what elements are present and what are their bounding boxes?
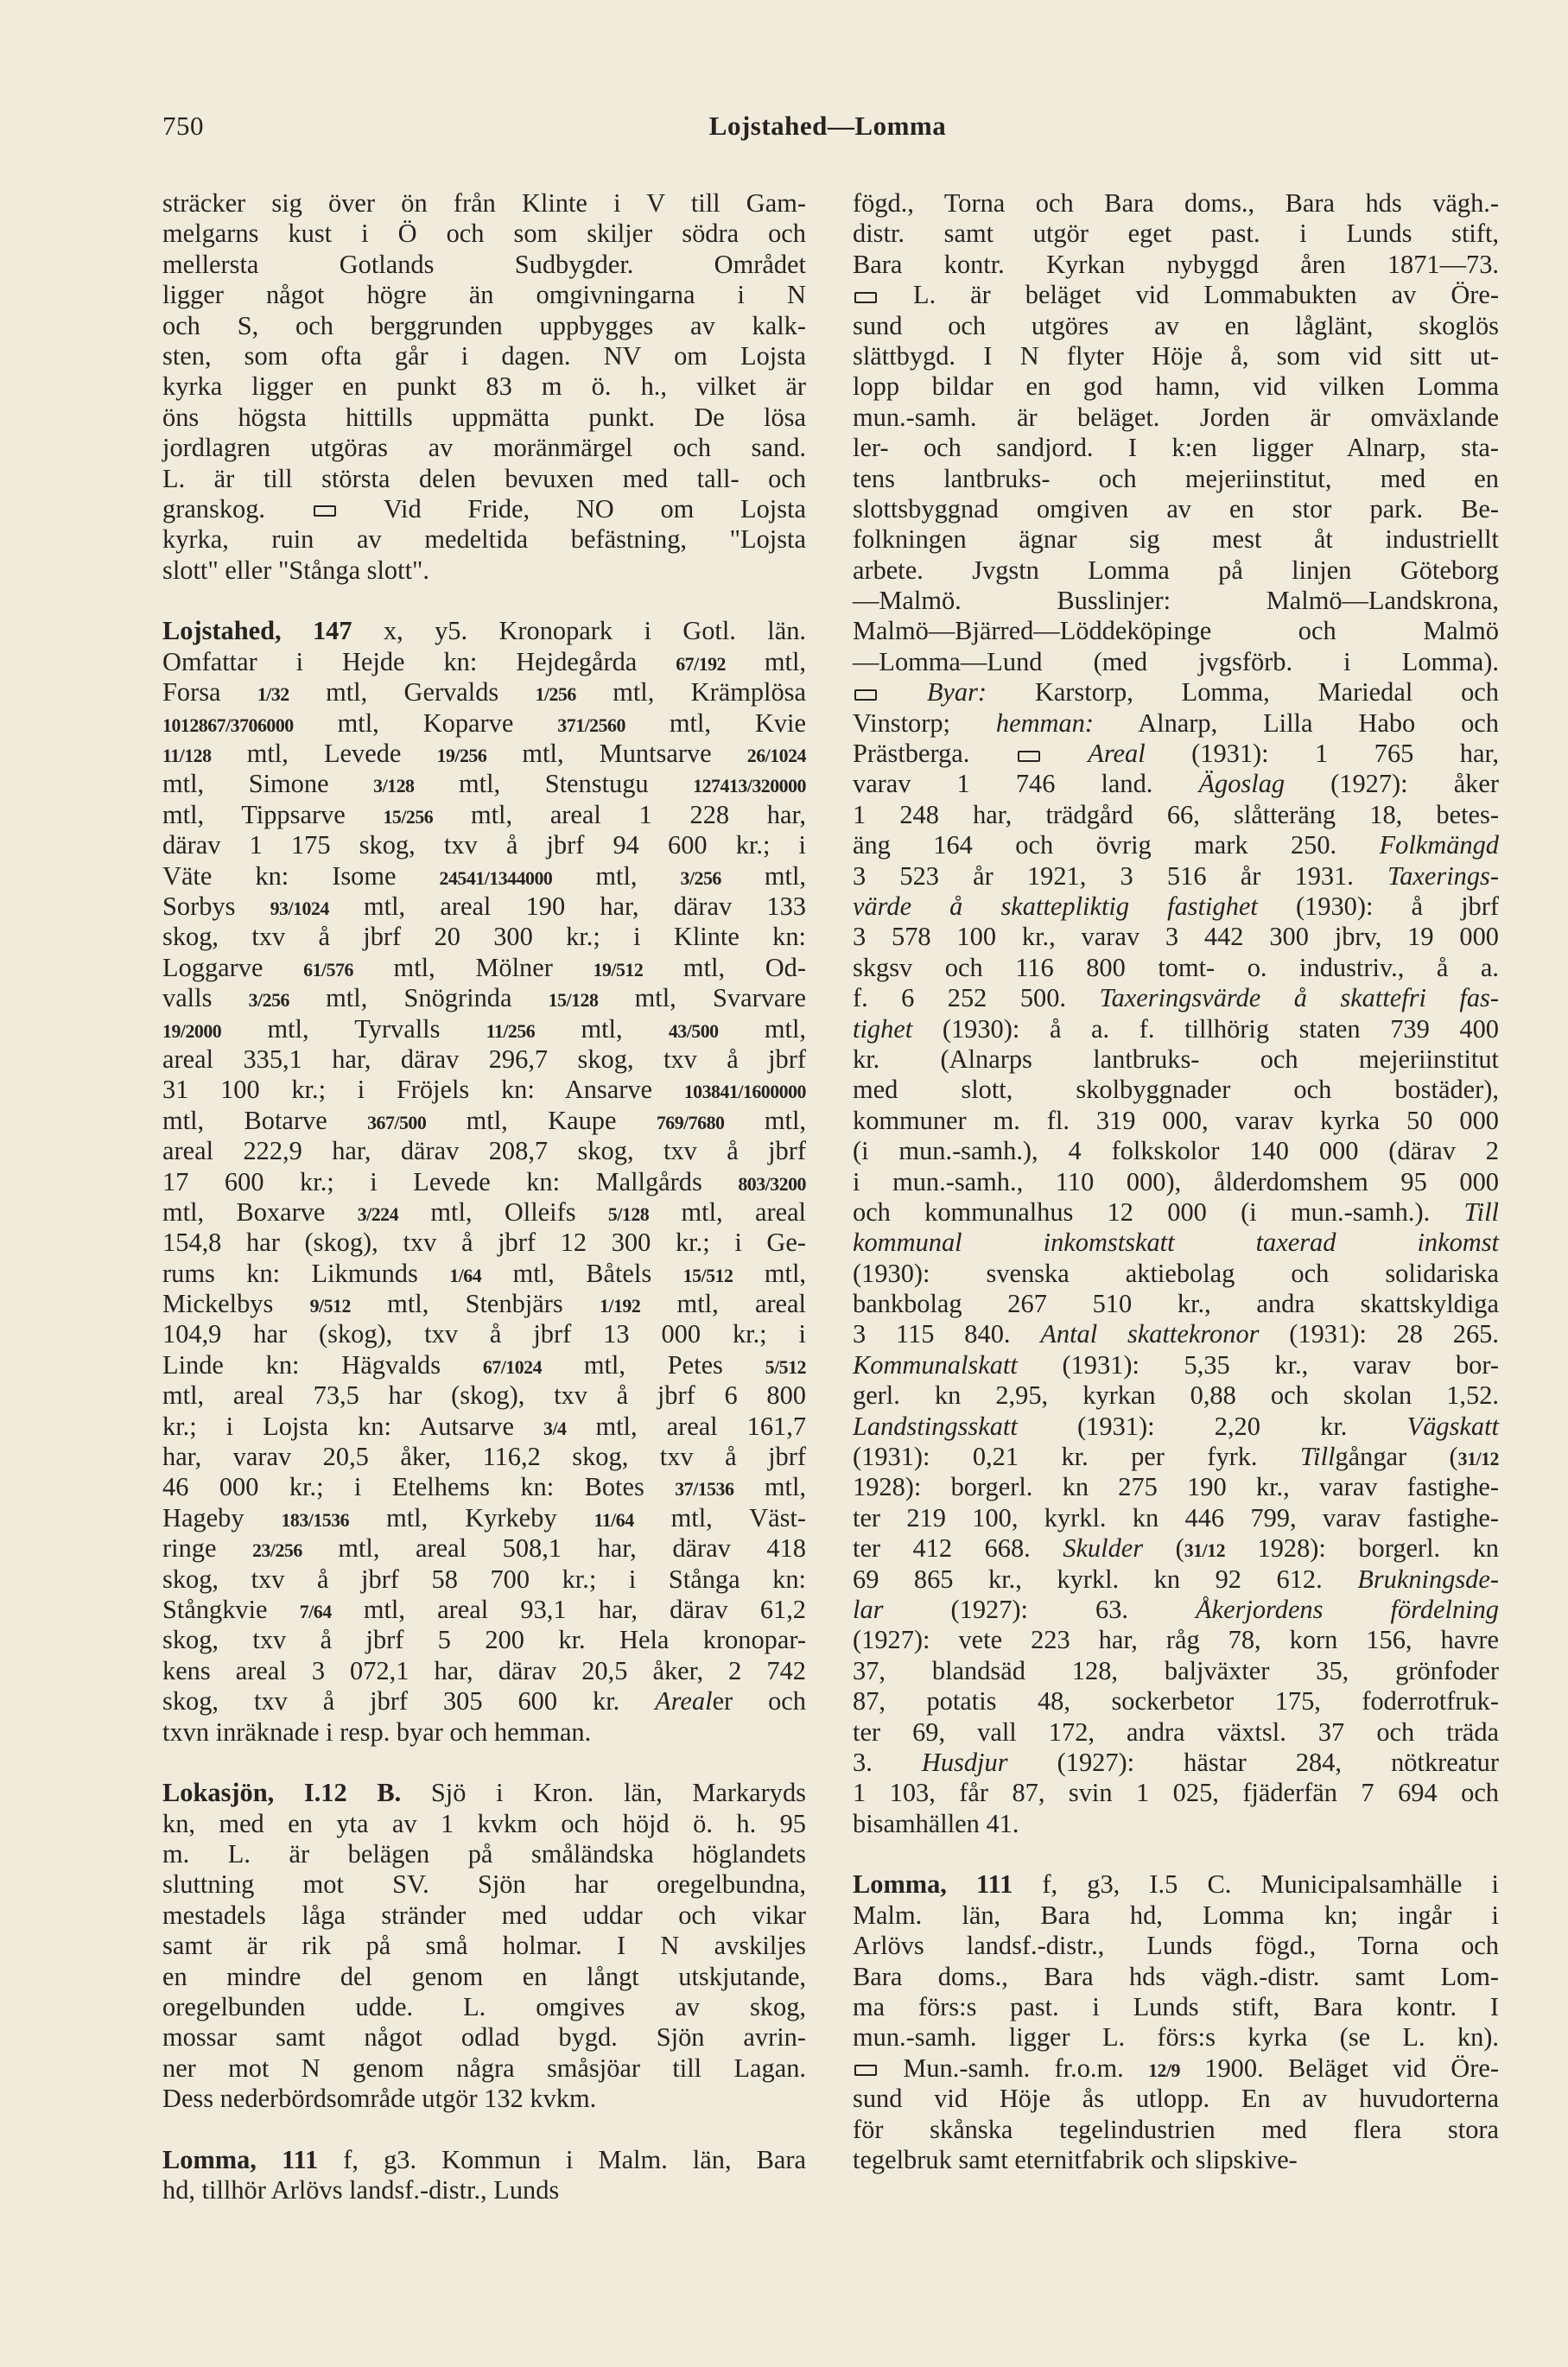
text-line: (1927): vete 223 har, råg 78, korn 156, havre [853, 1625, 1499, 1655]
text-line: Mun.-samh. fr.o.m. 12/9 1900. Beläget vid Öre- [853, 2053, 1499, 2084]
text-line: L. är beläget vid Lommabukten av Öre- [853, 280, 1499, 310]
text-line: 3 115 840. Antal skattekronor (1931): 28 265. [853, 1319, 1499, 1349]
text-line: 3. Husdjur (1927): hästar 284, nötkreatur [853, 1747, 1499, 1777]
text-line: slättbygd. I N flyter Höje å, som vid sitt ut- [853, 340, 1499, 371]
text-line: Kommunalskatt (1931): 5,35 kr., varav bor- [853, 1349, 1499, 1380]
text-line: Malm. län, Bara hd, Lomma kn; ingår i [853, 1900, 1499, 1930]
text-line: Dess nederbördsområde utgör 132 kvkm. [162, 2084, 597, 2114]
text-line: distr. samt utgör eget past. i Lunds stift, [853, 219, 1499, 249]
text-line: ter 219 100, kyrkl. kn 446 799, varav fastighe- [853, 1502, 1499, 1533]
text-line: (1931): 0,21 kr. per fyrk. Tillgångar (31/12 [853, 1442, 1499, 1472]
paragraph-gap [162, 2115, 806, 2145]
text-line: 19/2000 mtl, Tyrvalls 11/256 mtl, 43/500 mtl, [162, 1013, 806, 1044]
text-line: sluttning mot SV. Sjön har oregelbundna, [162, 1869, 806, 1900]
text-line: 11/128 mtl, Levede 19/256 mtl, Muntsarve 26/1024 [162, 739, 806, 769]
text-line: —Lomma—Lund (med jvgsförb. i Lomma). [853, 646, 1499, 676]
text-line: ner mot N genom några småsjöar till Lagan. [162, 2053, 806, 2083]
text-line: ma förs:s past. i Lunds stift, Bara kontr. I [853, 1992, 1499, 2022]
text-line: 17 600 kr.; i Levede kn: Mallgårds 803/3200 [162, 1166, 806, 1196]
text-line: och S, och berggrunden uppbygges av kalk- [162, 310, 806, 340]
text-line: jordlagren utgöras av moränmärgel och sand. [162, 433, 806, 463]
text-line: kyrka ligger en punkt 83 m ö. h., vilket är [162, 371, 806, 402]
text-line: 1928): borgerl. kn 275 190 kr., varav fastighe- [853, 1472, 1499, 1502]
text-line: gerl. kn 2,95, kyrkan 0,88 och skolan 1,52. [853, 1380, 1499, 1411]
text-line: Malmö—Bjärred—Löddeköpinge och Malmö [853, 616, 1499, 646]
text-line: lar (1927): 63. Åkerjordens fördelning [853, 1594, 1499, 1624]
text-line: arbete. Jvgstn Lomma på linjen Göteborg [853, 555, 1499, 585]
text-line: m. L. är belägen på småländska höglandets [162, 1839, 806, 1869]
text-line: ler- och sandjord. I k:en ligger Alnarp, sta- [853, 433, 1499, 463]
text-line: med slott, skolbyggnader och bostäder), [853, 1075, 1499, 1105]
text-line: Sorbys 93/1024 mtl, areal 190 har, därav 133 [162, 891, 806, 921]
text-line: en mindre del genom en långt utskjutande, [162, 1961, 806, 1991]
text-line: slottsbyggnad omgiven av en stor park. Be- [853, 493, 1499, 524]
text-line: för skånska tegelindustrien med flera stora [853, 2114, 1499, 2144]
text-line: 1 103, får 87, svin 1 025, fjäderfän 7 694 och [853, 1778, 1499, 1808]
text-line: folkningen ägnar sig mest åt industriellt [853, 524, 1499, 555]
text-line: Bara kontr. Kyrkan nybyggd åren 1871—73. [853, 249, 1499, 279]
left-column [162, 188, 806, 2206]
text-line: 3 523 år 1921, 3 516 år 1931. Taxerings- [853, 860, 1499, 891]
text-line: Byar: Karstorp, Lomma, Mariedal och [853, 677, 1499, 708]
text-line: kr.; i Lojsta kn: Autsarve 3/4 mtl, areal 161,7 [162, 1411, 807, 1441]
text-line: skgsv och 116 800 tomt- o. industriv., å a. [853, 952, 1499, 982]
text-line: mtl, Boxarve 3/224 mtl, Olleifs 5/128 mtl, areal [162, 1196, 806, 1227]
text-line: Lojstahed, 147 x, y5. Kronopark i Gotl. län. [162, 616, 806, 646]
text-line: mun.-samh. ligger L. förs:s kyrka (se L. kn). [853, 2022, 1499, 2053]
text-line: rums kn: Likmunds 1/64 mtl, Båtels 15/512 mtl, [162, 1258, 806, 1288]
text-line: mtl, areal 73,5 har (skog), txv å jbrf 6 800 [162, 1380, 806, 1411]
page-number: 750 [162, 111, 204, 141]
text-line: äng 164 och övrig mark 250. Folkmängd [853, 830, 1499, 860]
text-line: bisamhällen 41. [853, 1808, 1019, 1838]
text-line: 1 248 har, trädgård 66, slåtteräng 18, betes- [853, 799, 1499, 829]
text-line: Lomma, 111 f, g3, I.5 C. Municipalsamhälle i [853, 1869, 1499, 1900]
text-line: öns högsta hittills uppmätta punkt. De lösa [162, 402, 806, 432]
text-line: mtl, Simone 3/128 mtl, Stenstugu 127413/320000 [162, 769, 806, 799]
text-line: Hageby 183/1536 mtl, Kyrkeby 11/64 mtl, Väst- [162, 1502, 806, 1533]
paragraph-gap [162, 586, 806, 616]
text-line: skog, txv å jbrf 20 300 kr.; i Klinte kn: [162, 922, 806, 952]
text-line: Bara doms., Bara hds vägh.-distr. samt Lom- [853, 1961, 1499, 1991]
text-line: ter 69, vall 172, andra växtsl. 37 och träda [853, 1717, 1499, 1747]
paragraph-gap [853, 1839, 1499, 1869]
right-column [853, 188, 1499, 2175]
text-line: fögd., Torna och Bara doms., Bara hds vägh.- [853, 188, 1499, 218]
text-line: mun.-samh. är beläget. Jorden är omväxlande [853, 402, 1499, 432]
text-line: 69 865 kr., kyrkl. kn 92 612. Brukningsde- [853, 1564, 1499, 1594]
text-line: 154,8 har (skog), txv å jbrf 12 300 kr.; i Ge- [162, 1228, 806, 1258]
text-line: 1012867/3706000 mtl, Koparve 371/2560 mtl, Kvie [162, 708, 806, 738]
text-line: Landstingsskatt (1931): 2,20 kr. Vägskatt [853, 1411, 1499, 1441]
text-line: Lokasjön, I.12 B. Sjö i Kron. län, Markaryds [162, 1778, 806, 1808]
text-line: tighet (1930): å a. f. tillhörig staten 739 400 [853, 1013, 1499, 1044]
running-head: Lojstahed—Lomma [708, 111, 947, 141]
text-line: har, varav 20,5 åker, 116,2 skog, txv å jbrf [162, 1442, 806, 1472]
text-line: 31 100 kr.; i Fröjels kn: Ansarve 103841/1600000 [162, 1075, 806, 1105]
text-line: kyrka, ruin av medeltida befästning, "Lojsta [162, 524, 806, 555]
text-line: Omfattar i Hejde kn: Hejdegårda 67/192 mtl, [162, 646, 806, 676]
text-line: f. 6 252 500. Taxeringsvärde å skattefri fas- [853, 983, 1499, 1013]
text-line: bankbolag 267 510 kr., andra skattskyldiga [853, 1289, 1499, 1319]
text-line: oregelbunden udde. L. omgives av skog, [162, 1992, 806, 2022]
text-line: kommuner m. fl. 319 000, varav kyrka 50 000 [853, 1105, 1499, 1135]
text-line: i mun.-samh., 110 000), ålderdomshem 95 000 [853, 1166, 1499, 1196]
text-line: värde å skattepliktig fastighet (1930): å jbrf [853, 891, 1499, 921]
section-symbol-icon [854, 689, 877, 701]
text-line: Forsa 1/32 mtl, Gervalds 1/256 mtl, Krämplösa [162, 677, 806, 708]
text-line: L. är till största delen bevuxen med tall- och [162, 463, 806, 493]
text-line: Linde kn: Hägvalds 67/1024 mtl, Petes 5/512 [162, 1349, 806, 1380]
text-line: och kommunalhus 12 000 (i mun.-samh.). Till [853, 1196, 1499, 1227]
text-line: sten, som ofta går i dagen. NV om Lojsta [162, 340, 806, 371]
text-line: Väte kn: Isome 24541/1344000 mtl, 3/256 mtl, [162, 860, 806, 891]
text-line: Lomma, 111 f, g3. Kommun i Malm. län, Bara [162, 2145, 806, 2174]
text-line: varav 1 746 land. Ägoslag (1927): åker [853, 769, 1499, 799]
text-line: sträcker sig över ön från Klinte i V till Gam- [162, 188, 806, 218]
text-line: mellersta Gotlands Sudbygder. Området [162, 249, 806, 279]
text-line: samt är rik på små holmar. I N avskiljes [162, 1931, 806, 1961]
text-line: ligger något högre än omgivningarna i N [162, 280, 806, 310]
text-line: melgarns kust i Ö och som skiljer södra och [162, 219, 806, 249]
text-line: (1930): svenska aktiebolag och solidariska [853, 1258, 1499, 1288]
text-line: Mickelbys 9/512 mtl, Stenbjärs 1/192 mtl, areal [162, 1289, 806, 1319]
text-line: 104,9 har (skog), txv å jbrf 13 000 kr.; i [162, 1319, 806, 1349]
text-line: —Malmö. Busslinjer: Malmö—Landskrona, [853, 586, 1499, 616]
text-line: areal 335,1 har, därav 296,7 skog, txv å jbrf [162, 1044, 806, 1074]
text-line: Prästberga. Areal (1931): 1 765 har, [853, 739, 1499, 769]
section-symbol-icon [1018, 751, 1040, 762]
page-header [162, 111, 1493, 154]
text-line: Stångkvie 7/64 mtl, areal 93,1 har, därav 61,2 [162, 1594, 806, 1624]
text-line: Arlövs landsf.-distr., Lunds fögd., Torna och [853, 1931, 1499, 1961]
section-symbol-icon [854, 2065, 877, 2076]
text-line: lopp bildar en god hamn, vid vilken Lomma [853, 371, 1499, 402]
paragraph-gap [162, 1748, 806, 1778]
section-symbol-icon [314, 505, 336, 517]
text-line: sund vid Höje ås utlopp. En av huvudorterna [853, 2084, 1499, 2114]
text-line: mossar samt något odlad bygd. Sjön avrin- [162, 2022, 806, 2053]
text-line: granskog. Vid Fride, NO om Lojsta [162, 493, 806, 524]
text-line: slott" eller "Stånga slott". [162, 555, 430, 585]
text-line: ter 412 668. Skulder (31/12 1928): borgerl. kn [853, 1533, 1499, 1564]
text-line: Loggarve 61/576 mtl, Mölner 19/512 mtl, Od- [162, 952, 806, 982]
text-line: skog, txv å jbrf 305 600 kr. Arealer och [162, 1686, 806, 1717]
text-line: skog, txv å jbrf 58 700 kr.; i Stånga kn: [162, 1564, 806, 1594]
text-line: Vinstorp; hemman: Alnarp, Lilla Habo och [853, 708, 1499, 738]
text-line: mtl, Tippsarve 15/256 mtl, areal 1 228 har, [162, 799, 806, 829]
text-line: tens lantbruks- och mejeriinstitut, med en [853, 463, 1499, 493]
text-line: tegelbruk samt eternitfabrik och slipskive- [853, 2145, 1298, 2174]
text-line: valls 3/256 mtl, Snögrinda 15/128 mtl, Svarvare [162, 983, 806, 1013]
text-line: skog, txv å jbrf 5 200 kr. Hela kronopar- [162, 1625, 806, 1655]
text-line: 37, blandsäd 128, baljväxter 35, grönfoder [853, 1655, 1499, 1685]
section-symbol-icon [854, 292, 877, 303]
text-line: txvn inräknade i resp. byar och hemman. [162, 1717, 592, 1747]
text-line: kens areal 3 072,1 har, därav 20,5 åker, 2 742 [162, 1655, 806, 1685]
text-line: kommunal inkomstskatt taxerad inkomst [853, 1228, 1499, 1258]
text-line: mtl, Botarve 367/500 mtl, Kaupe 769/7680 mtl, [162, 1105, 806, 1135]
text-line: 46 000 kr.; i Etelhems kn: Botes 37/1536 mtl, [162, 1472, 806, 1502]
text-line: 87, potatis 48, sockerbetor 175, foderrotfruk- [853, 1686, 1499, 1717]
text-line: areal 222,9 har, därav 208,7 skog, txv å jbrf [162, 1136, 806, 1166]
text-line: kn, med en yta av 1 kvkm och höjd ö. h. 95 [162, 1808, 806, 1838]
text-line: mestadels låga stränder med uddar och vikar [162, 1900, 806, 1930]
text-line: hd, tillhör Arlövs landsf.-distr., Lunds [162, 2175, 560, 2205]
text-line: sund och utgöres av en låglänt, skoglös [853, 310, 1499, 340]
text-line: därav 1 175 skog, txv å jbrf 94 600 kr.; i [162, 830, 806, 860]
text-line: ringe 23/256 mtl, areal 508,1 har, därav 418 [162, 1533, 806, 1564]
text-line: 3 578 100 kr., varav 3 442 300 jbrv, 19 000 [853, 922, 1499, 952]
text-line: kr. (Alnarps lantbruks- och mejeriinstitut [853, 1044, 1499, 1074]
text-line: (i mun.-samh.), 4 folkskolor 140 000 (därav 2 [853, 1136, 1499, 1166]
